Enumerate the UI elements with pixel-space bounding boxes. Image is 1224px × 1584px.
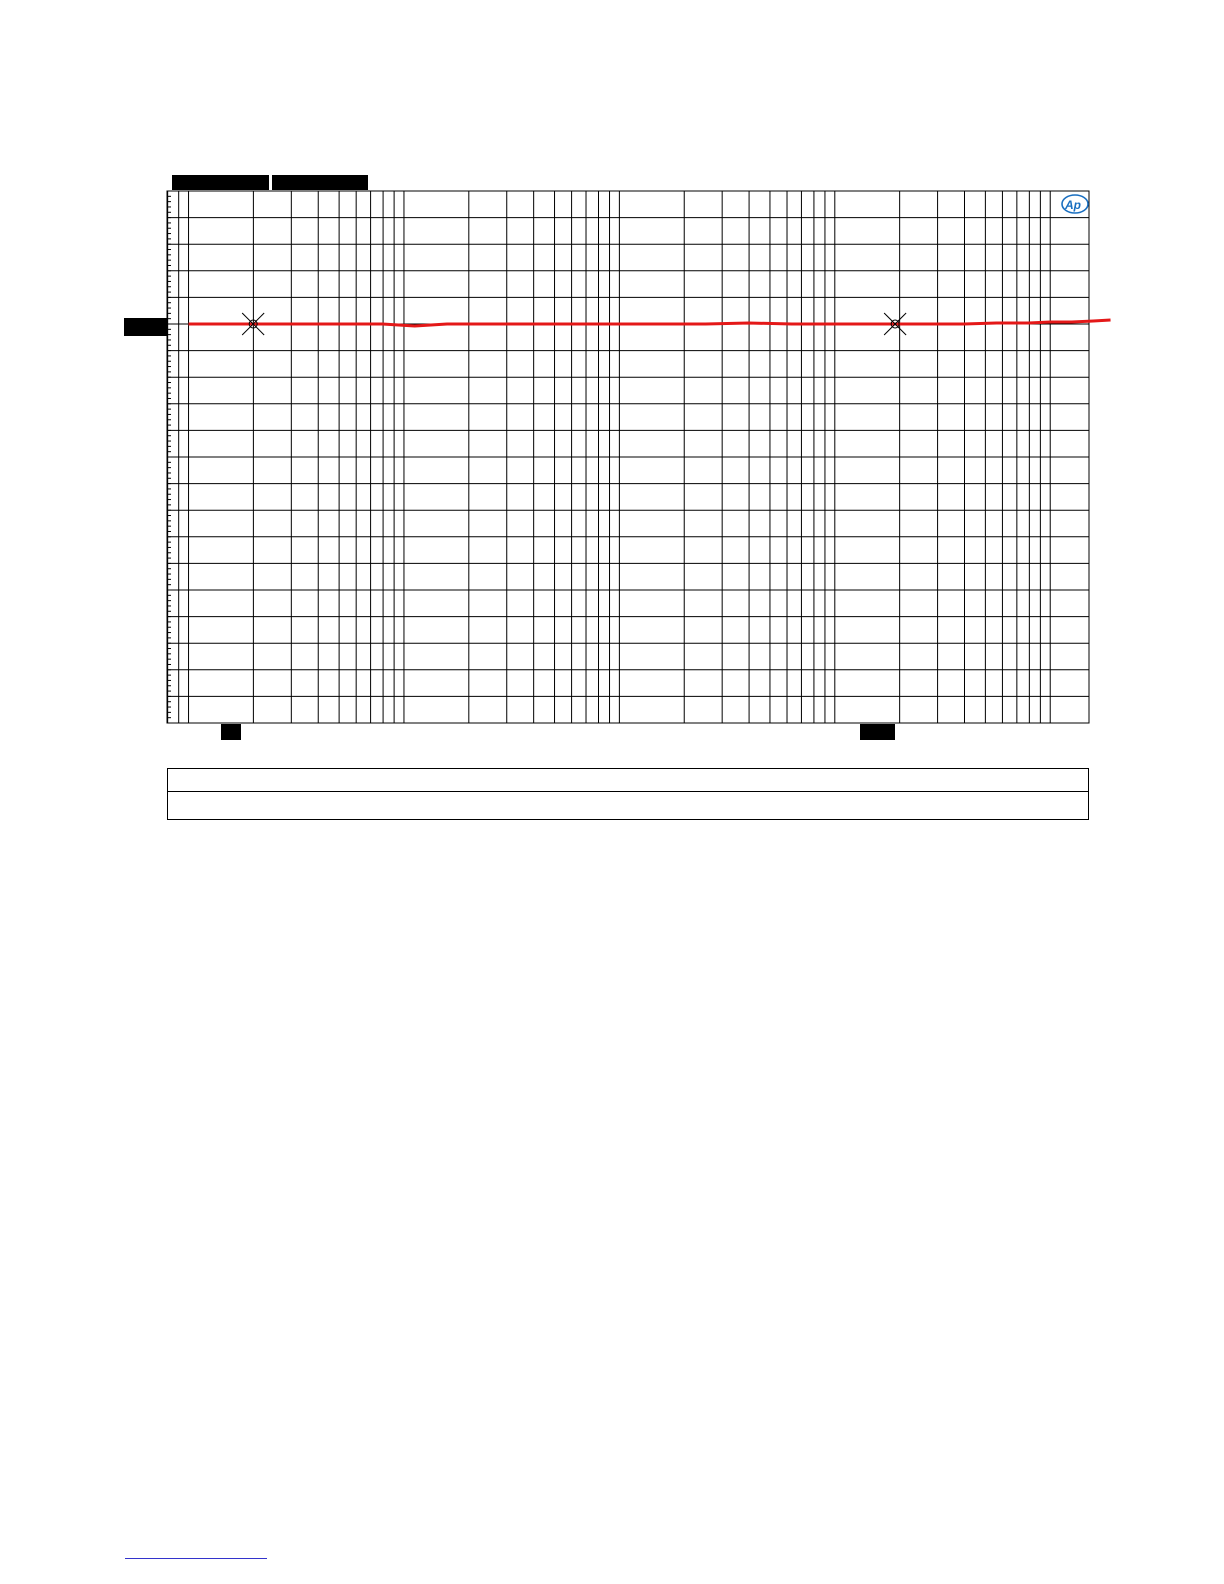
ap-logo xyxy=(1062,195,1088,213)
footer-link-underline[interactable] xyxy=(125,1558,267,1559)
header-tab-2 xyxy=(272,175,368,190)
legend-table xyxy=(167,768,1089,820)
ap-logo-text: Ap xyxy=(1065,198,1081,212)
series-layer xyxy=(189,320,1111,326)
series-line xyxy=(189,320,1111,326)
y-axis-label-box xyxy=(124,318,167,336)
header-tab-1 xyxy=(172,175,269,190)
chart-grid xyxy=(167,191,1089,723)
x-axis-label-box-1 xyxy=(221,724,241,740)
legend-row-1 xyxy=(168,769,1089,792)
x-axis-label-box-2 xyxy=(860,724,895,740)
legend-row-2 xyxy=(168,792,1089,820)
header-tabs xyxy=(172,175,368,190)
